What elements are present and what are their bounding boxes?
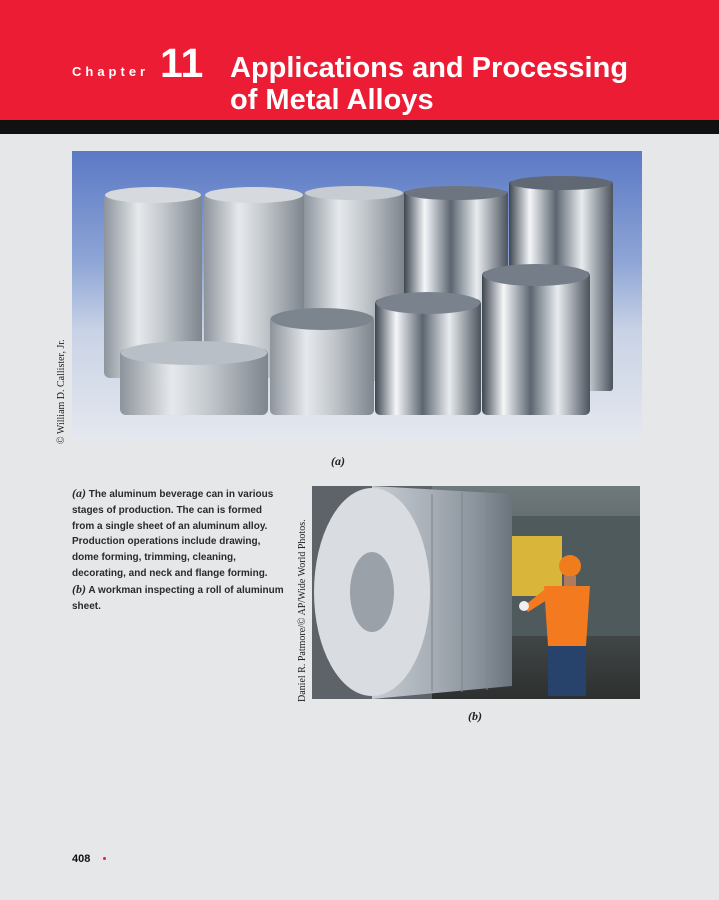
- banner-rule: [0, 120, 719, 134]
- photo-aluminum-roll: [312, 486, 640, 699]
- photo-a-credit: © William D. Callister, Jr.: [56, 339, 67, 444]
- caption-tag-b: (b): [72, 581, 86, 596]
- chapter-title-line1: Applications and Processing: [230, 52, 629, 84]
- figure-b-label: (b): [468, 709, 482, 723]
- caption-tag-a: (a): [72, 486, 86, 500]
- chapter-word: Chapter: [72, 64, 150, 79]
- figure-caption: [72, 486, 287, 614]
- chapter-title-line2: of Metal Alloys: [230, 84, 434, 116]
- page-dot-ornament: [103, 857, 106, 860]
- page-number: 408: [72, 853, 91, 865]
- caption-text-a: The aluminum beverage can in various stages of production. The can is formed from a single sheet of an aluminum alloy. Production operations include drawing, dome forming, trimming, cleaning, decorating, and neck and flange forming.: [72, 489, 274, 579]
- photo-b-credit: Daniel R. Patmore/© AP/Wide World Photos.: [297, 519, 308, 702]
- figure-a-label: (a): [331, 454, 345, 468]
- caption-text-b: A workman inspecting a roll of aluminum sheet.: [72, 584, 284, 612]
- photo-aluminum-cans: [72, 151, 642, 442]
- chapter-number: 11: [160, 40, 204, 86]
- chapter-title: [230, 52, 628, 116]
